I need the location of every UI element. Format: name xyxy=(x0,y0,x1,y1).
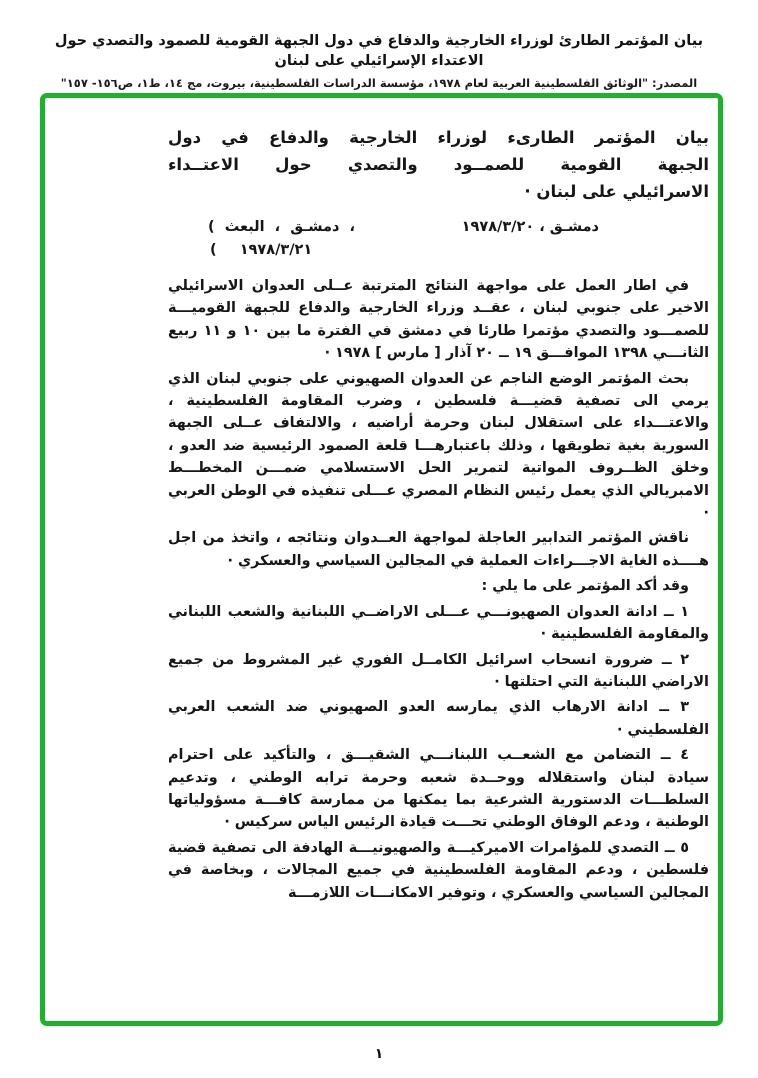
citation-close-paren: ( xyxy=(210,242,217,258)
list-item-2: ٢ ــ ضرورة انسحاب اسرائيل الكامــل الفوري غير المشروط من جميع الاراضي اللبنانية التي احتلتها · xyxy=(168,651,709,690)
list-item-5: ٥ ــ التصدي للمؤامرات الاميركيـــة والصهيونيـــة الهادفة الى تصفية قضية فلسطين ، ودعم المقاومة الفلسطينية في جميع المجالات ، وبخاصة في المجالين السياسي والعسكري ، وتوفير الامكانـــات اللازمـــة xyxy=(168,839,709,901)
list-item-3: ٣ ــ ادانة الارهاب الذي يمارسه العدو الصهيوني ضد الشعب العربي الفلسطيني · xyxy=(168,699,709,738)
paragraph-measures: ناقش المؤتمر التدابير العاجلة لمواجهة العــدوان ونتائجه ، واتخذ من اجل هــــذه الغاية الاجـــراءات العملية في المجالين السياسي والعسكري · xyxy=(168,530,709,569)
citation-comma: ، xyxy=(274,219,281,235)
statement-title-line: الاسرائيلي على لبنان · xyxy=(524,182,709,201)
header-title: بيان المؤتمر الطارئ لوزراء الخارجية والدفاع في دول الجبهة القومية للصمود والتصدي حول الاعتداء الإسرائيلي على لبنان xyxy=(54,33,704,69)
citation-publication-date: ١٩٧٨/٣/٢١ xyxy=(239,242,313,258)
statement-title-line: الجبهة القومية للصمــود والتصدي حول الاعتــداء xyxy=(168,155,709,174)
document-header xyxy=(0,0,758,90)
statement-title xyxy=(168,124,709,205)
citation-open-paren: ( xyxy=(208,219,215,235)
citation-city: دمشـق xyxy=(290,219,340,235)
list-item-4: ٤ ــ التضامن مع الشعــب اللبنانـــي الشقيـــق ، والتأكيد على احترام سيادة لبنان واستقلاله ووحــدة شعبه وحرمة ترابه الوطني ، وتدعيم السلطـــات الدستورية الشرعية بما يمكنها من ممارسة كافـــة مسؤولياتها الوطنية ، ودعم الوفاق الوطني تحـــت قيادة الرئيس الياس سركيس · xyxy=(168,747,709,831)
paragraph-affirmation-lead: وقد أكد المؤتمر على ما يلي : xyxy=(481,578,689,595)
paragraph-situation: بحث المؤتمر الوضع الناجم عن العدوان الصهيوني على جنوبي لبنان الذي يرمي الى تصفية قضيـــة فلسطين ، وضرب المقاومة الفلسطينية ، والاعتـــداء على استقلال لبنان وحرمة أراضيه ، والالتفاف عــلى الجبهة السورية بغية تطويقها ، وذلك باعتبارهـــا قلعة الصمود الرئيسية ضد العدو ، وخلق الظــروف المواتية لتمرير الحل الاستسلامي ضمـــن المخطـــط الامبريالي الذي يعمل رئيس النظام المصري عـــلى تنفيذه في الوطن العربي · xyxy=(168,370,709,522)
statement-title-line: بيان المؤتمر الطارىء لوزراء الخارجية والدفاع في دول xyxy=(168,128,709,147)
header-source-line: المصدر: "الوثائق الفلسطينية العربية لعام ١٩٧٨، مؤسسة الدراسات الفلسطينية، بيروت، مج ١٤، ط١، ص١٥٦- ١٥٧" xyxy=(60,76,698,90)
page-number: ١ xyxy=(374,1046,384,1062)
citation-newspaper-name: البعث xyxy=(224,219,265,235)
citation-line-2 xyxy=(208,239,360,262)
statement-body xyxy=(168,275,709,904)
green-frame-border xyxy=(40,93,723,1026)
scanned-text-block xyxy=(168,124,709,907)
list-item-1: ١ ــ ادانة العدوان الصهيونـــي عـــلى الاراضــي اللبنانية والشعب اللبناني والمقاومة الفلسطينية · xyxy=(168,603,709,643)
damascus-dateline: دمشـق ، ١٩٧٨/٣/٢٠ xyxy=(461,219,599,235)
citation-line-1 xyxy=(208,216,360,239)
paragraph-intro: في اطار العمل على مواجهة النتائج المترتبة عــلى العدوان الاسرائيلي الاخير على جنوبي لبنان ، عقــد وزراء الخارجية والدفاع للجبهة القوميـــة للصمـــود والتصدي مؤتمرا طارئا في دمشق في الفترة ما بين ١٠ و ١١ ربيع الثانـــي ١٣٩٨ الموافـــق ١٩ ــ ٢٠ آذار [ مارس ] ١٩٧٨ · xyxy=(168,278,710,362)
citation-comma: ، xyxy=(349,219,355,235)
dateline-row xyxy=(168,216,709,262)
newspaper-citation xyxy=(208,216,360,262)
